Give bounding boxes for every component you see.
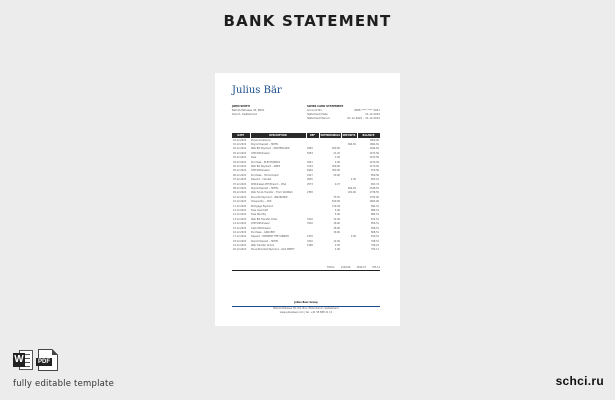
statement-heading: SWISS CARD STATEMENT — [307, 105, 344, 108]
cell-balance: 798.51 — [370, 239, 379, 243]
cell-ref: 5954 — [307, 151, 313, 155]
cell-balance: 1605.00 — [369, 200, 379, 204]
cell-balance: 889.51 — [370, 208, 379, 212]
cell-description: Payroll Deposit – HOTEL — [251, 239, 279, 243]
cell-balance: 1738.55 — [369, 191, 379, 195]
cell-date: 09.12.2022 — [233, 191, 247, 195]
totals-block — [232, 265, 380, 271]
cell-date: 07.12.2022 — [233, 182, 247, 186]
cell-date: 03.12.2022 — [233, 156, 247, 160]
transactions-body — [232, 138, 380, 252]
totals-label: TOTAL: — [326, 265, 335, 269]
footer-bank-name: Julius Baer Group — [294, 301, 318, 304]
statement-info-row — [307, 117, 380, 121]
cell-ref: 6904 — [307, 169, 313, 173]
cell-description: Previous balance — [251, 138, 271, 142]
cell-date: 10.12.2022 — [233, 195, 247, 199]
cell-description: Payroll Deposit – HOTEL — [251, 143, 279, 147]
statement-sheet — [215, 73, 400, 326]
cell-deposit: 200.00 — [347, 191, 356, 195]
cell-balance: 884.51 — [370, 213, 379, 217]
cell-description: ATM Withdrawal — [251, 222, 270, 226]
cell-date: 14.12.2022 — [233, 222, 247, 226]
cell-withdrawal: 300.00 — [331, 169, 340, 173]
cell-description: Fees Overdraft — [251, 208, 268, 212]
customer-block — [232, 105, 265, 117]
cell-description: Web Funds Transfer – From SAVINGS — [251, 191, 293, 195]
statement-footer — [232, 301, 380, 314]
cell-balance: 793.11 — [370, 248, 379, 252]
template-caption: fully editable template — [13, 379, 115, 389]
cell-withdrawal: 2.90 — [334, 248, 340, 252]
info-value: 31.12.2022 — [365, 113, 380, 117]
cell-description: Purchase – GROCERY — [251, 230, 276, 234]
cell-ref: 2573 — [307, 182, 313, 186]
cell-description: ATM Withdrawal — [251, 151, 270, 155]
format-icons — [13, 349, 58, 371]
customer-address-line: Zurich, Switzerland — [232, 113, 258, 117]
column-header-deposits: DEPOSITS — [342, 134, 356, 137]
cell-withdrawal: 30.00 — [333, 230, 340, 234]
cell-deposit: 2.00 — [350, 235, 356, 239]
totals-row — [232, 265, 380, 269]
cell-balance: 853.01 — [370, 178, 379, 182]
site-name: schci.ru — [555, 374, 604, 388]
cell-balance: 1694.81 — [369, 143, 379, 147]
page-title: BANK STATEMENT — [223, 12, 392, 30]
cell-description: Purchase – ELECTRONICS — [251, 160, 281, 164]
totals-withdrawals: 2104.96 — [340, 265, 351, 269]
cell-balance: 894.51 — [370, 204, 379, 208]
cell-description: Fees — [251, 156, 257, 160]
cell-ref: 9345 — [307, 147, 313, 151]
cell-ref: 3041 — [307, 160, 313, 164]
cell-withdrawal: 12.00 — [333, 217, 340, 221]
cell-withdrawal: 200.00 — [331, 147, 340, 151]
cell-deposit: 694.81 — [347, 143, 356, 147]
bank-logo: Julius Bär — [232, 85, 282, 96]
cell-ref: 3210 — [307, 239, 313, 243]
cell-description: Deposit – INTEREST FEE SUBSIDY — [251, 235, 290, 239]
cell-balance: 1472.56 — [369, 156, 379, 160]
cell-withdrawal: 5.00 — [334, 208, 340, 212]
cell-balance: 850.56 — [370, 173, 379, 177]
totals-deposits: 1594.07 — [356, 265, 366, 269]
cell-balance: 1000.00 — [369, 138, 379, 142]
cell-date: 02.12.2022 — [233, 147, 247, 151]
totals-balance: 793.11 — [371, 265, 380, 269]
info-value: 01.12.2022 – 31.12.2022 — [347, 117, 380, 121]
cell-withdrawal: 9.27 — [334, 182, 340, 186]
info-label: Account No. — [307, 109, 323, 113]
cell-date: 13.12.2022 — [233, 217, 247, 221]
cell-date: 05.12.2022 — [233, 169, 247, 173]
cell-description: Cheque No. – 409 — [251, 200, 272, 204]
cell-withdrawal: 100.00 — [331, 200, 340, 204]
cell-ref: 7616 — [307, 222, 313, 226]
cell-balance: 810.51 — [370, 235, 379, 239]
column-header-withdrawals: WITHDRAWALS — [320, 134, 341, 137]
statement-info-block — [307, 105, 380, 121]
cell-description: Purchase – Home Depot — [251, 173, 279, 177]
cell-description: Pre-Auth Payment – INSURANCE — [251, 195, 288, 199]
cell-balance: 808.51 — [370, 230, 379, 234]
info-value: 4586 **** **** 2041 — [353, 109, 380, 113]
cell-date: 01.12.2022 — [233, 143, 247, 147]
cell-date: 18.12.2022 — [233, 239, 247, 243]
cell-description: Pre-Authorized Payment – GAS DEPOT — [251, 248, 295, 252]
cell-date: 08.12.2022 — [233, 186, 247, 190]
cell-description: Payroll Deposit – HOTEL — [251, 186, 279, 190]
cell-withdrawal: 16.00 — [333, 222, 340, 226]
cell-balance: 796.01 — [370, 244, 379, 248]
customer-address-line: Bahnhofstrasse 45, 8001 — [232, 109, 265, 113]
cell-balance: 1494.81 — [369, 147, 379, 151]
info-label: Statement Period — [307, 117, 330, 121]
word-icon: W — [13, 349, 33, 371]
cell-balance: 1705.00 — [369, 195, 379, 199]
footer-divider — [232, 306, 380, 307]
cell-balance: 1470.56 — [369, 160, 379, 164]
footer-contact: www.juliusbaer.com | tel. +41 58 888 11 11 — [279, 310, 333, 314]
cell-date: 05.12.2022 — [233, 165, 247, 169]
column-header-ref: REF — [306, 133, 319, 138]
cell-ref: 9935 — [307, 178, 313, 182]
customer-name: JOHN SMITH — [232, 105, 250, 108]
cell-date: 15.12.2022 — [233, 226, 247, 230]
transactions-table — [232, 133, 381, 252]
cell-date: 11.12.2022 — [233, 204, 247, 208]
cell-date: 07.12.2022 — [233, 178, 247, 182]
cell-date: 04.12.2022 — [233, 160, 247, 164]
pdf-label: PDF — [38, 359, 50, 365]
cell-description: Mortgage Payment — [251, 204, 273, 208]
footer-address: Bahnhofstrasse 36, P.O. Box, 8010 Zurich, Switzerland — [273, 307, 339, 311]
cell-withdrawal: 1.00 — [334, 156, 340, 160]
cell-description: Withdrawal ATM Branch – VISA — [251, 182, 287, 186]
cell-withdrawal: 2.50 — [334, 244, 340, 248]
cell-date: 16.12.2022 — [233, 230, 247, 234]
cell-date: 10.12.2022 — [233, 200, 247, 204]
cell-withdrawal: 33.55 — [333, 195, 340, 199]
cell-withdrawal: 2.00 — [334, 160, 340, 164]
cell-description: Fees Monthly — [251, 213, 267, 217]
cell-deposit: 2.45 — [350, 178, 356, 182]
cell-ref: 3210 — [307, 217, 313, 221]
column-header-description: DESCRIPTION — [250, 133, 306, 138]
cell-date: 20.12.2022 — [233, 248, 247, 252]
cell-description: ATM Withdrawal — [251, 169, 270, 173]
column-header-date: DATE — [232, 133, 250, 138]
cell-balance: 870.56 — [370, 169, 379, 173]
info-label: Statement Date — [307, 113, 328, 117]
cell-ref: 4370 — [307, 235, 313, 239]
table-row — [232, 248, 380, 252]
cell-date: 12.12.2022 — [233, 208, 247, 212]
cell-description: Web Transfer Online — [251, 244, 275, 248]
cell-date: 01.12.2022 — [233, 138, 247, 142]
cell-balance: 856.51 — [370, 222, 379, 226]
cell-description: Web Bill Transfer Order — [251, 217, 278, 221]
cell-date: 17.12.2022 — [233, 235, 247, 239]
cell-balance: 1473.56 — [369, 151, 379, 155]
cell-description: Web Bill Payment – MASTERCARD — [251, 147, 290, 151]
cell-date: 06.12.2022 — [233, 173, 247, 177]
cell-balance: 872.51 — [370, 217, 379, 221]
cell-withdrawal: 710.49 — [331, 204, 340, 208]
cell-ref: 9127 — [307, 173, 313, 177]
cell-balance: 838.51 — [370, 226, 379, 230]
totals-rule — [232, 270, 380, 271]
cell-description: Deposit – Interest — [251, 178, 272, 182]
cell-deposit — [341, 248, 357, 252]
cell-ref: 5168 — [307, 244, 313, 248]
cell-balance: 843.74 — [370, 182, 379, 186]
cell-withdrawal: 20.00 — [333, 173, 340, 177]
cell-date: 02.12.2022 — [233, 151, 247, 155]
cell-description: Web Bill Payment – AMEX — [251, 165, 281, 169]
pdf-icon — [38, 349, 58, 371]
cell-withdrawal: 12.00 — [333, 239, 340, 243]
cell-withdrawal: 21.25 — [333, 151, 340, 155]
cell-ref — [306, 248, 319, 252]
cell-balance: 1170.56 — [369, 165, 379, 169]
column-header-balance: BALANCE — [357, 133, 380, 138]
cell-date: 12.12.2022 — [233, 213, 247, 217]
cell-balance: 1538.55 — [369, 186, 379, 190]
cell-date: 19.12.2022 — [233, 244, 247, 248]
cell-withdrawal: 300.00 — [331, 165, 340, 169]
cell-ref: 2383 — [307, 191, 313, 195]
cell-deposit: 694.81 — [347, 186, 356, 190]
cell-withdrawal: 5.00 — [334, 213, 340, 217]
cell-description: Cash Withdrawal — [251, 226, 271, 230]
cell-ref: 3134 — [307, 165, 313, 169]
cell-withdrawal: 18.00 — [333, 226, 340, 230]
